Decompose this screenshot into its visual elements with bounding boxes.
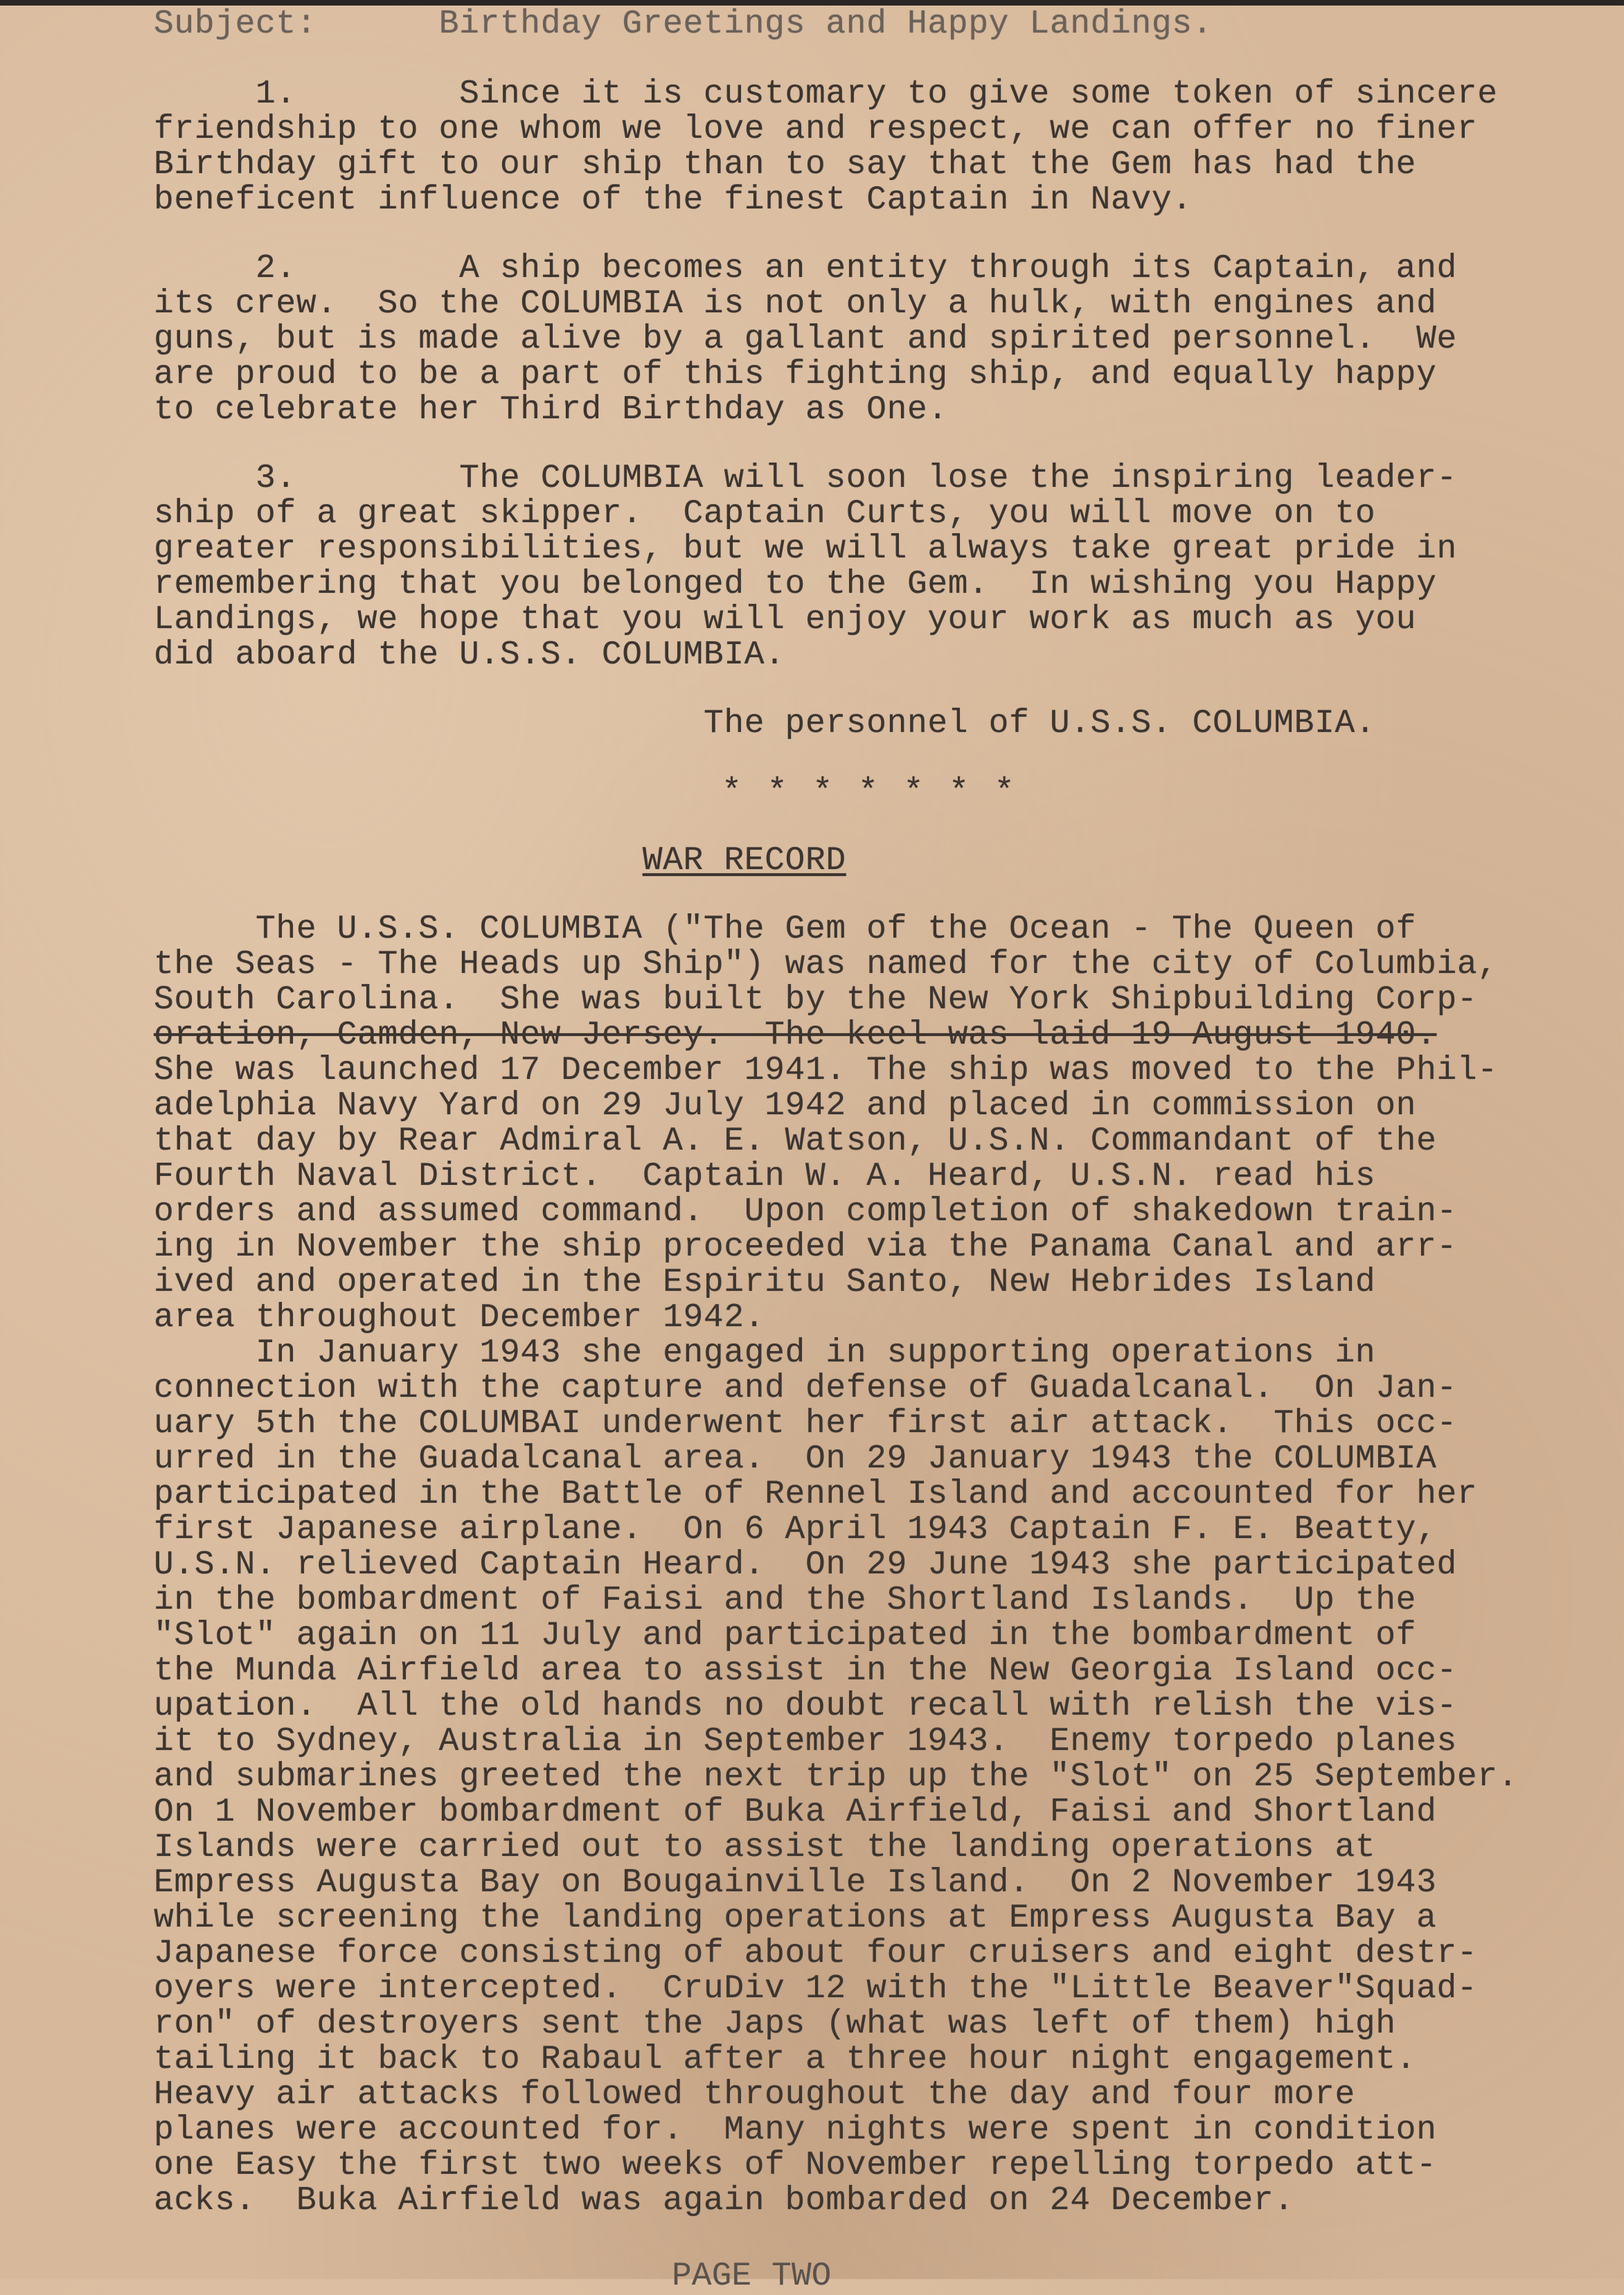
war-record-line: participated in the Battle of Rennel Island and accounted for her: [154, 1476, 1478, 1513]
war-record-heading: [154, 843, 1567, 879]
war-record-line: Islands were carried out to assist the landing operations at: [154, 1829, 1376, 1866]
war-record-line: In January 1943 she engaged in supporting operations in: [154, 1334, 1376, 1372]
text-line: 1. Since it is customary to give some token of sincere: [154, 75, 1498, 113]
war-record-line: acks. Buka Airfield was again bombarded on 24 December.: [154, 2182, 1294, 2220]
war-record-line: upation. All the old hands no doubt recall with relish the vis-: [154, 1688, 1457, 1725]
separator: [154, 775, 1567, 810]
war-record-line: She was launched 17 December 1941. The ship was moved to the Phil-: [154, 1052, 1498, 1089]
war-record-line: "Slot" again on 11 July and participated in the bombardment of: [154, 1617, 1417, 1654]
text-line: are proud to be a part of this fighting ship, and equally happy: [154, 356, 1437, 393]
war-record-line: tailing it back to Rabaul after a three hour night engagement.: [154, 2041, 1417, 2078]
war-record-line: Fourth Naval District. Captain W. A. Heard, U.S.N. read his: [154, 1158, 1376, 1195]
war-record-line: in the bombardment of Faisi and the Shortland Islands. Up the: [154, 1582, 1417, 1619]
war-record-line: the Munda Airfield area to assist in the New Georgia Island occ-: [154, 1652, 1457, 1690]
war-record-line: Empress Augusta Bay on Bougainville Island. On 2 November 1943: [154, 1864, 1437, 1902]
war-record-line: one Easy the first two weeks of November repelling torpedo att-: [154, 2147, 1437, 2184]
signature-text: The personnel of U.S.S. COLUMBIA.: [703, 705, 1376, 742]
war-record-line: Japanese force consisting of about four cruisers and eight destr-: [154, 1935, 1478, 1972]
text-line: beneficent influence of the finest Captain in Navy.: [154, 181, 1193, 219]
war-record-line: oyers were intercepted. CruDiv 12 with the "Little Beaver"Squad-: [154, 1970, 1478, 2008]
war-record-line: ing in November the ship proceeded via the Panama Canal and arr-: [154, 1229, 1457, 1266]
paragraph-3: [154, 461, 1567, 673]
separator-text: * * * * * * *: [722, 774, 1017, 811]
page-footer: PAGE TWO: [672, 2258, 832, 2295]
subject-line: [154, 7, 1567, 42]
war-record-line: The U.S.S. COLUMBIA ("The Gem of the Ocean - The Queen of: [154, 911, 1417, 948]
war-record-line: while screening the landing operations at Empress Augusta Bay a: [154, 1900, 1437, 1937]
text-line: Landings, we hope that you will enjoy your work as much as you: [154, 601, 1417, 639]
war-record-line: On 1 November bombardment of Buka Airfield, Faisi and Shortland: [154, 1794, 1437, 1831]
war-record-line: South Carolina. She was built by the New York Shipbuilding Corp-: [154, 981, 1478, 1019]
text-line: to celebrate her Third Birthday as One.: [154, 391, 948, 429]
text-line: 2. A ship becomes an entity through its Captain, and: [154, 250, 1457, 287]
war-record-line: and submarines greeted the next trip up the "Slot" on 25 September.: [154, 1758, 1519, 1796]
war-record-line: it to Sydney, Australia in September 1943. Enemy torpedo planes: [154, 1723, 1457, 1760]
top-edge: [0, 0, 1624, 6]
war-record-line: ived and operated in the Espiritu Santo, New Hebrides Island: [154, 1264, 1376, 1301]
war-record-line: planes were accounted for. Many nights were spent in condition: [154, 2111, 1437, 2149]
text-line: ship of a great skipper. Captain Curts, you will move on to: [154, 495, 1376, 533]
text-line: remembering that you belonged to the Gem. In wishing you Happy: [154, 566, 1437, 603]
war-record-line: uary 5th the COLUMBAI underwent her first air attack. This occ-: [154, 1405, 1457, 1443]
war-record-line: orders and assumed command. Upon completion of shakedown train-: [154, 1193, 1457, 1231]
text-line: friendship to one whom we love and respect, we can offer no finer: [154, 111, 1478, 148]
war-record-line: adelphia Navy Yard on 29 July 1942 and placed in commission on: [154, 1087, 1417, 1125]
war-record-line: U.S.N. relieved Captain Heard. On 29 June 1943 she participated: [154, 1546, 1457, 1584]
text-line: 3. The COLUMBIA will soon lose the inspiring leader-: [154, 460, 1457, 497]
paragraph-2: [154, 251, 1567, 428]
war-record-line: the Seas - The Heads up Ship") was named for the city of Columbia,: [154, 946, 1498, 983]
war-record-line: connection with the capture and defense of Guadalcanal. On Jan-: [154, 1370, 1457, 1407]
paragraph-1: [154, 77, 1567, 218]
subject-text: Birthday Greetings and Happy Landings.: [438, 6, 1213, 43]
war-record-line: oration, Camden, New Jersey. The keel was laid 19 August 1940.: [154, 1017, 1437, 1054]
war-record-body: [154, 912, 1567, 2219]
war-record-line: ron" of destroyers sent the Japs (what was left of them) high: [154, 2006, 1396, 2043]
war-record-heading-text: WAR RECORD: [642, 842, 846, 879]
subject-label: Subject:: [154, 6, 317, 43]
signature: [154, 706, 1567, 742]
letter-page: [154, 7, 1567, 2219]
text-line: its crew. So the COLUMBIA is not only a hulk, with engines and: [154, 285, 1437, 323]
text-line: Birthday gift to our ship than to say that the Gem has had the: [154, 146, 1417, 184]
war-record-line: area throughout December 1942.: [154, 1299, 765, 1337]
war-record-line: that day by Rear Admiral A. E. Watson, U.S.N. Commandant of the: [154, 1123, 1437, 1160]
text-line: guns, but is made alive by a gallant and spirited personnel. We: [154, 321, 1457, 358]
text-line: did aboard the U.S.S. COLUMBIA.: [154, 636, 785, 674]
text-line: greater responsibilities, but we will always take great pride in: [154, 530, 1457, 568]
war-record-line: first Japanese airplane. On 6 April 1943 Captain F. E. Beatty,: [154, 1511, 1437, 1548]
war-record-line: Heavy air attacks followed throughout the day and four more: [154, 2076, 1355, 2114]
war-record-line: urred in the Guadalcanal area. On 29 January 1943 the COLUMBIA: [154, 1440, 1437, 1478]
